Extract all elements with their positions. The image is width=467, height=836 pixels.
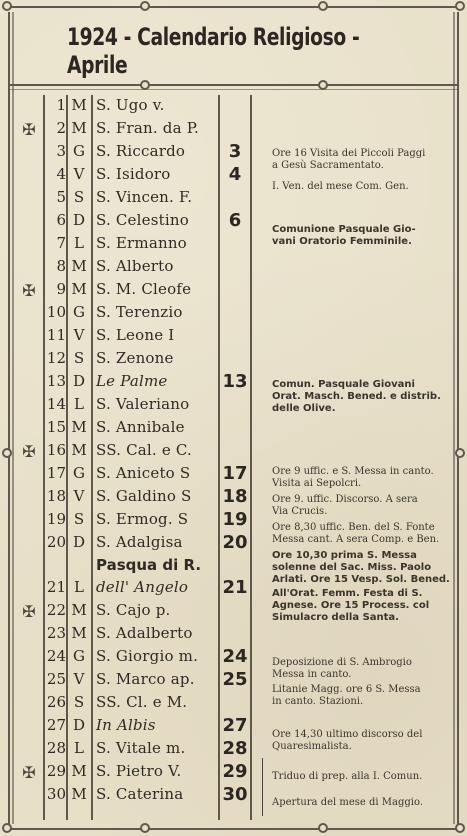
event-day-number: 3 bbox=[228, 141, 242, 162]
saint-name: S. Aniceto S bbox=[96, 464, 191, 482]
weekday-letter: D bbox=[72, 372, 86, 390]
saint-name: In Albis bbox=[96, 716, 156, 734]
day-number: 17 bbox=[46, 464, 66, 482]
weekday-letter: M bbox=[71, 418, 87, 436]
saint-name: S. Alberto bbox=[96, 257, 174, 275]
day-number: 5 bbox=[56, 188, 66, 206]
weekday-letter: M bbox=[71, 119, 87, 137]
day-number: 13 bbox=[46, 372, 66, 390]
day-number: 12 bbox=[46, 349, 66, 367]
weekday-letter: D bbox=[72, 211, 86, 229]
weekday-letter: M bbox=[71, 96, 87, 114]
event-day-number: 21 bbox=[222, 577, 248, 598]
weekday-letter: D bbox=[72, 533, 86, 551]
cross-icon: ✠ bbox=[22, 280, 36, 300]
event-note: Messa in canto. bbox=[272, 669, 352, 680]
day-number: 19 bbox=[46, 510, 66, 528]
pasqua-label: Pasqua di R. bbox=[96, 556, 202, 574]
saint-name: SS. Cl. e M. bbox=[96, 693, 188, 711]
event-note: Apertura del mese di Maggio. bbox=[272, 797, 424, 808]
saint-name: S. M. Cleofe bbox=[96, 280, 192, 298]
weekday-letter: V bbox=[73, 670, 85, 688]
event-note: in canto. Stazioni. bbox=[272, 696, 364, 707]
event-note: solenne del Sac. Miss. Paolo bbox=[272, 562, 432, 573]
cross-icon: ✠ bbox=[22, 441, 36, 461]
event-note: delle Olive. bbox=[272, 403, 336, 414]
cross-icon: ✠ bbox=[22, 119, 36, 139]
event-day-number: 18 bbox=[222, 486, 248, 507]
event-note: Ore 9. uffic. Discorso. A sera bbox=[272, 494, 418, 505]
frame-top bbox=[4, 6, 463, 8]
day-row bbox=[0, 302, 467, 325]
ornament-circle bbox=[140, 80, 150, 90]
event-note: Litanie Magg. ore 6 S. Messa bbox=[272, 684, 421, 695]
day-number: 4 bbox=[56, 165, 66, 183]
saint-name: S. Fran. da P. bbox=[96, 119, 199, 137]
day-number: 1 bbox=[56, 96, 66, 114]
day-number: 6 bbox=[56, 211, 66, 229]
day-row bbox=[0, 440, 467, 463]
event-day-number: 19 bbox=[222, 509, 248, 530]
day-number: 9 bbox=[56, 280, 66, 298]
weekday-letter: L bbox=[74, 395, 84, 413]
ornament-circle bbox=[2, 823, 12, 833]
ornament-circle bbox=[318, 80, 328, 90]
header-divider-thin bbox=[10, 89, 457, 90]
frame-bottom bbox=[4, 828, 463, 830]
day-number: 28 bbox=[46, 739, 66, 757]
event-note: Orat. Masch. Bened. e distrib. bbox=[272, 391, 441, 402]
day-number: 14 bbox=[46, 395, 66, 413]
event-day-number: 17 bbox=[222, 463, 248, 484]
saint-name: dell' Angelo bbox=[96, 578, 189, 596]
day-number: 27 bbox=[46, 716, 66, 734]
event-note: Ore 14,30 ultimo discorso del bbox=[272, 729, 423, 740]
ornament-circle bbox=[455, 823, 465, 833]
event-note: Ore 9 uffic. e S. Messa in canto. bbox=[272, 466, 434, 477]
day-number: 23 bbox=[46, 624, 66, 642]
event-note: Ore 10,30 prima S. Messa bbox=[272, 550, 417, 561]
cross-icon: ✠ bbox=[22, 762, 36, 782]
weekday-letter: L bbox=[74, 234, 84, 252]
saint-name: SS. Cal. e C. bbox=[96, 441, 192, 459]
saint-name: S. Galdino S bbox=[96, 487, 192, 505]
day-number: 21 bbox=[46, 578, 66, 596]
day-number: 15 bbox=[46, 418, 66, 436]
day-number: 10 bbox=[46, 303, 66, 321]
weekday-letter: M bbox=[71, 624, 87, 642]
day-row bbox=[0, 348, 467, 371]
event-note: All'Orat. Femm. Festa di S. bbox=[272, 588, 423, 599]
event-day-number: 6 bbox=[228, 210, 242, 231]
weekday-letter: M bbox=[71, 441, 87, 459]
day-number: 30 bbox=[46, 785, 66, 803]
weekday-letter: V bbox=[73, 326, 85, 344]
saint-name: S. Celestino bbox=[96, 211, 189, 229]
saint-name: S. Caterina bbox=[96, 785, 184, 803]
event-day-number: 13 bbox=[222, 371, 248, 392]
weekday-letter: M bbox=[71, 601, 87, 619]
saint-name: S. Isidoro bbox=[96, 165, 171, 183]
weekday-letter: G bbox=[73, 647, 85, 665]
event-day-number: 24 bbox=[222, 646, 248, 667]
weekday-letter: S bbox=[73, 510, 85, 528]
event-note: Ore 16 Visita dei Piccoli Paggi bbox=[272, 148, 426, 159]
weekday-letter: M bbox=[71, 762, 87, 780]
event-day-number: 29 bbox=[222, 761, 248, 782]
day-number: 11 bbox=[46, 326, 66, 344]
weekday-letter: G bbox=[73, 303, 85, 321]
event-day-number: 25 bbox=[222, 669, 248, 690]
event-note: Messa cant. A sera Comp. e Ben. bbox=[272, 534, 440, 545]
event-note: Triduo di prep. alla I. Comun. bbox=[272, 771, 423, 782]
event-note: Ore 8,30 uffic. Ben. del S. Fonte bbox=[272, 522, 435, 533]
ornament-circle bbox=[140, 1, 150, 11]
day-row bbox=[0, 279, 467, 302]
saint-name: S. Vincen. F. bbox=[96, 188, 193, 206]
saint-name: S. Leone I bbox=[96, 326, 175, 344]
day-number: 8 bbox=[56, 257, 66, 275]
day-row bbox=[0, 256, 467, 279]
day-number: 18 bbox=[46, 487, 66, 505]
saint-name: S. Ugo v. bbox=[96, 96, 165, 114]
event-note: Comunione Pasquale Gio- bbox=[272, 224, 416, 235]
day-number: 3 bbox=[56, 142, 66, 160]
saint-name: S. Valeriano bbox=[96, 395, 190, 413]
weekday-letter: G bbox=[73, 142, 85, 160]
weekday-letter: M bbox=[71, 785, 87, 803]
day-number: 25 bbox=[46, 670, 66, 688]
day-number: 29 bbox=[46, 762, 66, 780]
ornament-circle bbox=[455, 1, 465, 11]
event-day-number: 27 bbox=[222, 715, 248, 736]
weekday-letter: L bbox=[74, 578, 84, 596]
weekday-letter: M bbox=[71, 257, 87, 275]
saint-name: S. Ermanno bbox=[96, 234, 187, 252]
event-note: Arlati. Ore 15 Vesp. Sol. Bened. bbox=[272, 574, 450, 585]
event-note: Agnese. Ore 15 Process. col bbox=[272, 600, 430, 611]
event-note: a Gesù Sacramentato. bbox=[272, 160, 384, 171]
event-day-number: 28 bbox=[222, 738, 248, 759]
saint-name: S. Adalberto bbox=[96, 624, 193, 642]
event-day-number: 30 bbox=[222, 784, 248, 805]
event-note: Visita ai Sepolcri. bbox=[272, 478, 362, 489]
saint-name: S. Annibale bbox=[96, 418, 185, 436]
saint-name: S. Giorgio m. bbox=[96, 647, 199, 665]
weekday-letter: S bbox=[73, 188, 85, 206]
event-day-number: 20 bbox=[222, 532, 248, 553]
saint-name: Le Palme bbox=[96, 372, 168, 390]
cross-icon: ✠ bbox=[22, 601, 36, 621]
weekday-letter: V bbox=[73, 487, 85, 505]
day-number: 24 bbox=[46, 647, 66, 665]
day-number: 16 bbox=[46, 441, 66, 459]
day-row bbox=[0, 417, 467, 440]
event-day-number: 4 bbox=[228, 164, 242, 185]
event-note: Via Crucis. bbox=[272, 506, 328, 517]
saint-name: S. Adalgisa bbox=[96, 533, 183, 551]
weekday-letter: L bbox=[74, 739, 84, 757]
page-title: 1924 - Calendario Religioso - Aprile bbox=[66, 23, 360, 79]
weekday-letter: S bbox=[73, 693, 85, 711]
day-number: 20 bbox=[46, 533, 66, 551]
weekday-letter: V bbox=[73, 165, 85, 183]
saint-name: S. Ermog. S bbox=[96, 510, 189, 528]
ornament-circle bbox=[2, 1, 12, 11]
saint-name: S. Terenzio bbox=[96, 303, 183, 321]
event-note: Simulacro della Santa. bbox=[272, 612, 399, 623]
weekday-letter: S bbox=[73, 349, 85, 367]
saint-name: S. Riccardo bbox=[96, 142, 186, 160]
saint-name: S. Marco ap. bbox=[96, 670, 195, 688]
day-row bbox=[0, 325, 467, 348]
day-number: 26 bbox=[46, 693, 66, 711]
event-note: Deposizione di S. Ambrogio bbox=[272, 657, 412, 668]
event-note: Comun. Pasquale Giovani bbox=[272, 379, 415, 390]
event-note: I. Ven. del mese Com. Gen. bbox=[272, 181, 409, 192]
day-number: 2 bbox=[56, 119, 66, 137]
ornament-circle bbox=[318, 1, 328, 11]
day-number: 22 bbox=[46, 601, 66, 619]
brace-mark bbox=[262, 758, 269, 816]
day-row bbox=[0, 623, 467, 646]
weekday-letter: G bbox=[73, 464, 85, 482]
weekday-letter: D bbox=[72, 716, 86, 734]
day-row bbox=[0, 118, 467, 141]
saint-name: S. Zenone bbox=[96, 349, 174, 367]
saint-name: S. Vitale m. bbox=[96, 739, 186, 757]
saint-name: S. Cajo p. bbox=[96, 601, 171, 619]
day-row bbox=[0, 95, 467, 118]
ornament-circle bbox=[318, 823, 328, 833]
ornament-circle bbox=[140, 823, 150, 833]
weekday-letter: M bbox=[71, 280, 87, 298]
header-divider bbox=[10, 84, 457, 86]
event-note: Quaresimalista. bbox=[272, 741, 352, 752]
day-number: 7 bbox=[56, 234, 66, 252]
saint-name: S. Pietro V. bbox=[96, 762, 182, 780]
event-note: vani Oratorio Femminile. bbox=[272, 236, 412, 247]
